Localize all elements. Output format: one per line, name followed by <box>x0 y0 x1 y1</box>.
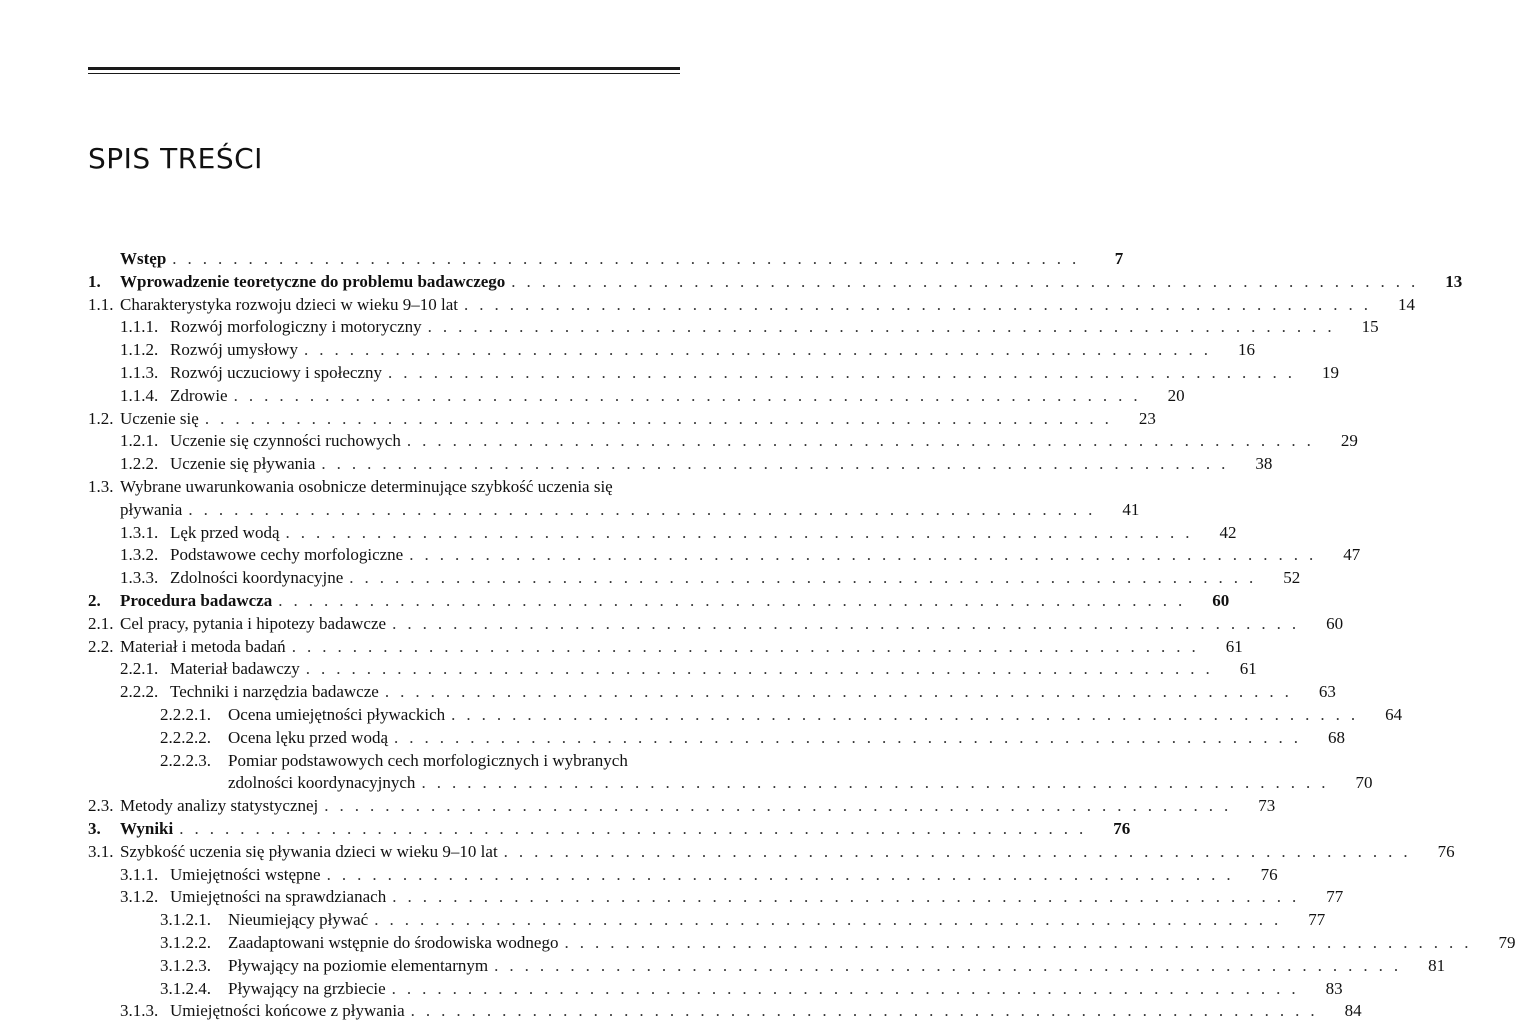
toc-leader-dots: ............................................................ <box>392 613 1308 633</box>
toc-entry-label: Ocena lęku przed wodą <box>228 727 389 747</box>
toc-entry-page: 60 <box>1212 590 1230 610</box>
toc-entry-label: Wybrane uwarunkowania osobnicze determinujące szybkość uczenia się <box>120 476 613 496</box>
toc-entry-number: 1.1.4. <box>120 385 159 405</box>
toc-entry-page: 61 <box>1239 659 1257 679</box>
toc-entry <box>88 316 1379 339</box>
toc-entry-page: 20 <box>1167 385 1185 405</box>
toc-entry-number: 3.1.2.3. <box>160 955 211 975</box>
toc-entry-number: 1.3.3. <box>120 568 159 588</box>
toc-entry-label: Uczenie się <box>120 408 199 428</box>
toc-entry <box>88 499 1140 522</box>
toc-entry-page: 15 <box>1361 317 1379 337</box>
toc-entry <box>88 476 680 499</box>
toc-entry-number: 1.3. <box>88 476 114 496</box>
toc-leader-dots: ............................................................ <box>384 682 1300 702</box>
toc-entry-page: 7 <box>1114 249 1124 268</box>
toc-entry <box>88 795 1276 818</box>
toc-leader-dots: ............................................................ <box>204 408 1120 428</box>
toc-entry-label: Umiejętności wstępne <box>170 864 321 884</box>
toc-entry-label: Wprowadzenie teoretyczne do problemu badawczego <box>120 271 506 291</box>
toc-entry-page: 47 <box>1343 545 1361 565</box>
toc-leader-dots: ............................................................ <box>494 955 1410 975</box>
toc-entry <box>88 362 1339 385</box>
toc-leader-dots: ............................................................ <box>285 522 1201 542</box>
toc-entry-page: 76 <box>1437 841 1455 861</box>
toc-entry-label: Wstęp <box>120 249 167 268</box>
toc-entry-number: 3.1.1. <box>120 864 159 884</box>
toc-entry-number: 2.2.2.3. <box>160 750 211 770</box>
toc-entry-page: 79 <box>1498 932 1515 952</box>
toc-entry-label: Umiejętności końcowe z pływania <box>170 1001 405 1021</box>
toc-entry-number: 1.1.2. <box>120 340 159 360</box>
toc-entry-label: Rozwój morfologiczny i motoryczny <box>170 317 422 337</box>
toc-leader-dots: ............................................................ <box>511 271 1427 291</box>
toc-entry <box>88 385 1185 408</box>
toc-entry-label: Techniki i narzędzia badawcze <box>170 682 379 702</box>
toc-entry <box>88 590 1230 613</box>
toc-entry-number: 2.3. <box>88 796 114 816</box>
toc-entry-number: 1. <box>88 271 101 291</box>
toc-entry-page: 81 <box>1428 955 1446 975</box>
toc-entry <box>88 681 1336 704</box>
toc-entry <box>88 522 1237 545</box>
toc-entry-label: Lęk przed wodą <box>170 522 280 542</box>
toc-entry-page: 77 <box>1308 910 1326 930</box>
toc-leader-dots: ............................................................ <box>179 818 1095 838</box>
toc-entry <box>88 772 1373 795</box>
toc-entry-label: Zdrowie <box>170 385 228 405</box>
toc-entry-number: 1.2.1. <box>120 431 159 451</box>
toc-entry <box>88 886 1344 909</box>
toc-entry <box>88 453 1273 476</box>
toc-entry-page: 23 <box>1138 408 1156 428</box>
toc-entry-label: Wyniki <box>120 818 174 838</box>
toc-entry-number: 2.2.2. <box>120 682 159 702</box>
toc-entry-label: Materiał badawczy <box>170 659 300 679</box>
toc-entry-number: 2.2.1. <box>120 659 159 679</box>
toc-entry-page: 63 <box>1318 682 1336 702</box>
toc-entry <box>88 750 680 773</box>
toc-entry-number: 2.2. <box>88 636 114 656</box>
toc-leader-dots: ............................................................ <box>392 887 1308 907</box>
toc-entry-number: 3.1.2. <box>120 887 159 907</box>
toc-leader-dots: ............................................................ <box>172 249 1088 268</box>
toc-entry-label: Zdolności koordynacyjne <box>170 568 344 588</box>
toc-entry-page: 64 <box>1385 704 1403 724</box>
toc-entry <box>88 841 1455 864</box>
toc-leader-dots: ............................................................ <box>321 454 1237 474</box>
toc-entry-label: Zaadaptowani wstępnie do środowiska wodnego <box>228 932 559 952</box>
toc-leader-dots: ............................................................ <box>503 841 1419 861</box>
toc-leader-dots: ............................................................ <box>409 545 1325 565</box>
toc-entry-number: 3.1.2.2. <box>160 932 211 952</box>
toc-leader-dots: ............................................................ <box>303 340 1219 360</box>
toc-entry-number: 3.1.2.4. <box>160 978 211 998</box>
toc-entry-page: 38 <box>1255 454 1273 474</box>
toc-entry-number: 2. <box>88 590 101 610</box>
toc-entry-page: 19 <box>1321 362 1339 382</box>
toc-entry-number: 3. <box>88 818 101 838</box>
toc-entry-page: 73 <box>1258 796 1276 816</box>
toc-entry-label: Cel pracy, pytania i hipotezy badawcze <box>120 613 387 633</box>
toc-entry <box>88 567 1301 590</box>
toc-entry <box>88 408 1156 431</box>
toc-leader-dots: ............................................................ <box>394 727 1310 747</box>
toc-leader-dots: ............................................................ <box>421 773 1337 793</box>
toc-entry <box>88 248 1124 271</box>
toc-entry <box>88 864 1278 887</box>
toc-leader-dots: ............................................................ <box>410 1001 1326 1021</box>
toc-entry-number: 2.1. <box>88 613 114 633</box>
toc-entry-page: 61 <box>1225 636 1243 656</box>
toc-entry-label: Szybkość uczenia się pływania dzieci w wieku 9–10 lat <box>120 841 498 861</box>
toc-entry-number: 3.1. <box>88 841 114 861</box>
toc-entry <box>88 704 1403 727</box>
toc-leader-dots: ............................................................ <box>427 317 1343 337</box>
toc-entry-page: 83 <box>1325 978 1343 998</box>
toc-leader-dots: ............................................................ <box>349 568 1265 588</box>
toc-entry <box>88 636 1243 659</box>
toc-entry-number: 1.2. <box>88 408 114 428</box>
table-of-contents <box>88 248 1515 1023</box>
toc-entry <box>88 544 1361 567</box>
toc-entry-number: 1.1.1. <box>120 317 159 337</box>
header-rule-thin <box>88 73 680 74</box>
toc-entry-label: Nieumiejący pływać <box>228 910 369 930</box>
toc-entry-number: 1.1.3. <box>120 362 159 382</box>
toc-leader-dots: ............................................................ <box>374 910 1290 930</box>
toc-entry-page: 16 <box>1237 340 1255 360</box>
toc-entry-number: 1.1. <box>88 294 114 314</box>
toc-entry <box>88 613 1344 636</box>
toc-leader-dots: ............................................................ <box>391 978 1307 998</box>
toc-entry <box>88 932 1515 955</box>
toc-entry <box>88 271 1463 294</box>
toc-leader-dots: ............................................................ <box>451 704 1367 724</box>
toc-entry-label: Charakterystyka rozwoju dzieci w wieku 9–10 lat <box>120 294 459 314</box>
toc-entry <box>88 978 1343 1001</box>
header-rule-thick <box>88 67 680 70</box>
toc-leader-dots: ............................................................ <box>188 499 1104 519</box>
toc-entry-page: 84 <box>1344 1001 1362 1021</box>
toc-entry-page: 76 <box>1260 864 1278 884</box>
toc-entry-label: Ocena umiejętności pływackich <box>228 704 446 724</box>
toc-entry-label: Pomiar podstawowych cech morfologicznych i wybranych <box>228 750 628 770</box>
toc-entry-number: 1.2.2. <box>120 454 159 474</box>
toc-leader-dots: ............................................................ <box>406 431 1322 451</box>
toc-entry-label: Pływający na grzbiecie <box>228 978 386 998</box>
toc-entry <box>88 727 1346 750</box>
toc-entry <box>88 955 1446 978</box>
toc-entry-number: 2.2.2.2. <box>160 727 211 747</box>
toc-entry-page: 29 <box>1340 431 1358 451</box>
toc-entry-label: Rozwój umysłowy <box>170 340 298 360</box>
toc-entry-number: 1.3.1. <box>120 522 159 542</box>
toc-leader-dots: ............................................................ <box>387 362 1303 382</box>
toc-entry <box>88 1000 1362 1023</box>
toc-entry-label: Pływający na poziomie elementarnym <box>228 955 489 975</box>
toc-leader-dots: ............................................................ <box>278 590 1194 610</box>
toc-entry-number: 3.1.3. <box>120 1001 159 1021</box>
toc-leader-dots: ............................................................ <box>326 864 1242 884</box>
page-title: SPIS TREŚCI <box>88 142 263 175</box>
toc-entry-label: Materiał i metoda badań <box>120 636 286 656</box>
toc-entry <box>88 339 1255 362</box>
toc-entry-page: 60 <box>1326 613 1344 633</box>
toc-entry-page: 70 <box>1355 773 1373 793</box>
toc-leader-dots: ............................................................ <box>291 636 1207 656</box>
toc-entry-number: 3.1.2.1. <box>160 910 211 930</box>
toc-leader-dots: ............................................................ <box>305 659 1221 679</box>
toc-entry-label: Procedura badawcza <box>120 590 273 610</box>
toc-entry-label: Rozwój uczuciowy i społeczny <box>170 362 382 382</box>
toc-entry-label: pływania <box>120 499 183 519</box>
toc-leader-dots: ............................................................ <box>233 385 1149 405</box>
toc-entry <box>88 909 1326 932</box>
toc-entry-page: 52 <box>1283 568 1301 588</box>
toc-entry-label: zdolności koordynacyjnych <box>228 773 416 793</box>
toc-entry <box>88 658 1257 681</box>
toc-entry-number: 2.2.2.1. <box>160 704 211 724</box>
toc-entry-page: 13 <box>1445 271 1463 291</box>
toc-entry-label: Umiejętności na sprawdzianach <box>170 887 387 907</box>
toc-entry <box>88 294 1416 317</box>
toc-leader-dots: ............................................................ <box>324 796 1240 816</box>
toc-entry <box>88 818 1131 841</box>
toc-leader-dots: ............................................................ <box>564 932 1480 952</box>
toc-entry-label: Podstawowe cechy morfologiczne <box>170 545 404 565</box>
toc-entry-page: 41 <box>1122 499 1140 519</box>
toc-entry-page: 14 <box>1398 294 1416 314</box>
toc-entry-number: 1.3.2. <box>120 545 159 565</box>
toc-entry <box>88 430 1358 453</box>
toc-entry-page: 42 <box>1219 522 1237 542</box>
toc-entry-label: Uczenie się czynności ruchowych <box>170 431 401 451</box>
toc-entry-label: Metody analizy statystycznej <box>120 796 319 816</box>
toc-entry-page: 77 <box>1326 887 1344 907</box>
toc-entry-page: 68 <box>1328 727 1346 747</box>
toc-entry-label: Uczenie się pływania <box>170 454 316 474</box>
toc-entry-page: 76 <box>1113 818 1131 838</box>
toc-leader-dots: ............................................................ <box>464 294 1380 314</box>
